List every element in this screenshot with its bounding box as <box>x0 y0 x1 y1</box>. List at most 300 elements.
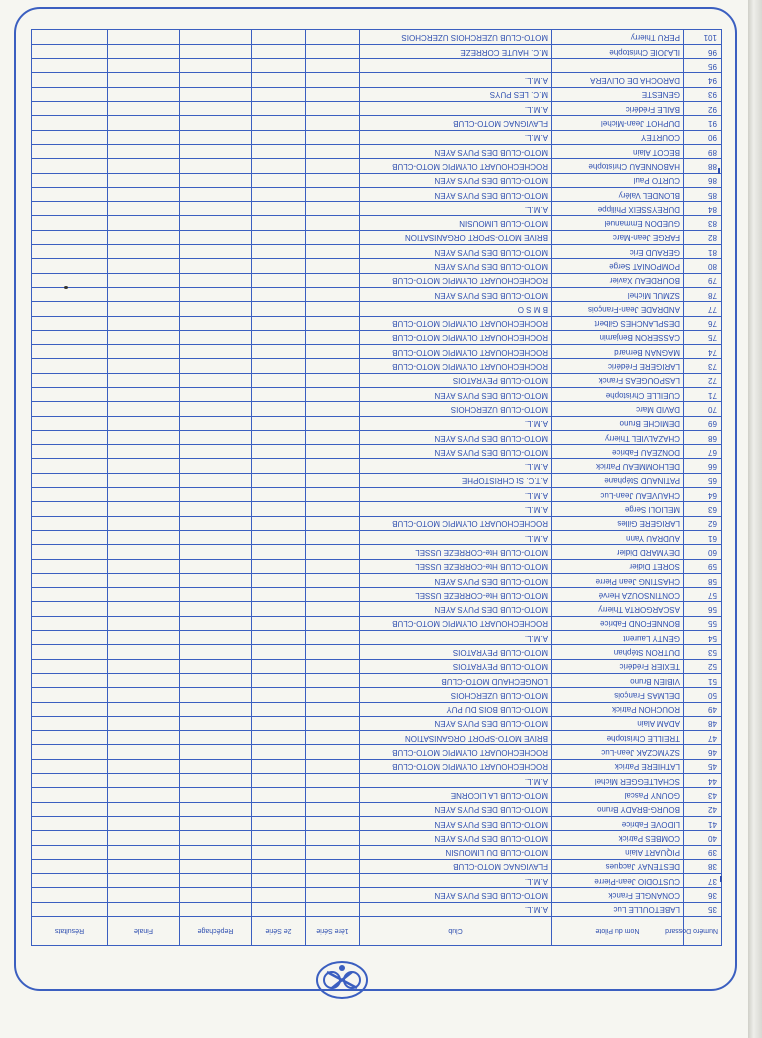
finale-cell <box>108 202 180 216</box>
serie-1-cell <box>306 245 360 259</box>
serie-2-cell <box>252 445 306 459</box>
resultats-cell <box>32 273 108 287</box>
resultats-cell <box>32 159 108 173</box>
club-cell: ROCHECHOUART OLYMPIC MOTO-CLUB <box>360 759 552 773</box>
resultats-cell <box>32 44 108 58</box>
club-cell: MOTO-CLUB PEYRATOIS <box>360 645 552 659</box>
table-row <box>32 631 722 645</box>
dossard-cell: 82 <box>684 230 722 244</box>
table-row <box>32 545 722 559</box>
repechage-cell <box>180 616 252 630</box>
dossard-cell: 92 <box>684 102 722 116</box>
pilote-cell: ADAM Alain <box>552 716 684 730</box>
pilote-cell: GENESTE <box>552 87 684 101</box>
table-row <box>32 573 722 587</box>
serie-2-cell <box>252 245 306 259</box>
pilote-cell: GENTY Laurent <box>552 631 684 645</box>
pilote-cell: DAROCHA DE OLIVERA <box>552 73 684 87</box>
club-cell: A.M.L. <box>360 774 552 788</box>
club-logo-icon <box>315 960 369 1000</box>
serie-2-cell <box>252 716 306 730</box>
club-cell: MOTO-CLUB DES PUYS AYEN <box>360 602 552 616</box>
table-row <box>32 874 722 888</box>
table-row <box>32 459 722 473</box>
serie-1-cell <box>306 530 360 544</box>
table-row <box>32 659 722 673</box>
resultats-cell <box>32 302 108 316</box>
serie-2-cell <box>252 688 306 702</box>
serie-1-cell <box>306 302 360 316</box>
club-cell: MOTO-CLUB DES PUYS AYEN <box>360 144 552 158</box>
table-row <box>32 688 722 702</box>
dossard-cell: 74 <box>684 345 722 359</box>
finale-cell <box>108 888 180 902</box>
table-row <box>32 245 722 259</box>
finale-cell <box>108 302 180 316</box>
dossard-cell: 53 <box>684 645 722 659</box>
club-cell: M.C. LES PUYS <box>360 87 552 101</box>
repechage-cell <box>180 745 252 759</box>
pilote-cell: BLONDEL Valéry <box>552 187 684 201</box>
serie-2-cell <box>252 116 306 130</box>
pilote-cell: LARIGERE Gilles <box>552 516 684 530</box>
club-cell: ROCHECHOUART OLYMPIC MOTO-CLUB <box>360 745 552 759</box>
dossard-cell: 80 <box>684 259 722 273</box>
table-row <box>32 402 722 416</box>
finale-cell <box>108 902 180 916</box>
table-row <box>32 159 722 173</box>
serie-2-cell <box>252 902 306 916</box>
repechage-cell <box>180 788 252 802</box>
repechage-cell <box>180 402 252 416</box>
dossard-cell: 79 <box>684 273 722 287</box>
table-row <box>32 616 722 630</box>
resultats-cell <box>32 30 108 45</box>
repechage-cell <box>180 831 252 845</box>
serie-1-cell <box>306 273 360 287</box>
repechage-cell <box>180 473 252 487</box>
repechage-cell <box>180 573 252 587</box>
table-row <box>32 731 722 745</box>
serie-2-cell <box>252 888 306 902</box>
pilote-cell: ASCARGORTA Thierry <box>552 602 684 616</box>
dossard-cell: 101 <box>684 30 722 45</box>
finale-cell <box>108 159 180 173</box>
club-cell: A.M.L. <box>360 874 552 888</box>
repechage-cell <box>180 702 252 716</box>
pilote-cell: SZMUL Michel <box>552 287 684 301</box>
next-page-edge <box>748 0 762 1038</box>
dossard-cell: 46 <box>684 745 722 759</box>
serie-1-cell <box>306 616 360 630</box>
table-row <box>32 302 722 316</box>
dossard-cell: 61 <box>684 530 722 544</box>
pilote-cell: LABETOULLE Luc <box>552 902 684 916</box>
resultats-cell <box>32 402 108 416</box>
serie-2-cell <box>252 388 306 402</box>
club-cell: ROCHECHOUART OLYMPIC MOTO-CLUB <box>360 159 552 173</box>
repechage-cell <box>180 631 252 645</box>
serie-1-cell <box>306 545 360 559</box>
serie-2-cell <box>252 516 306 530</box>
serie-2-cell <box>252 230 306 244</box>
club-cell: MOTO-CLUB DES PUYS AYEN <box>360 173 552 187</box>
dossard-cell: 56 <box>684 602 722 616</box>
repechage-cell <box>180 102 252 116</box>
resultats-cell <box>32 702 108 716</box>
pilote-cell: LASPOUGEAS Franck <box>552 373 684 387</box>
finale-cell <box>108 631 180 645</box>
resultats-cell <box>32 430 108 444</box>
table-row <box>32 116 722 130</box>
serie-2-cell <box>252 530 306 544</box>
serie-2-cell <box>252 173 306 187</box>
resultats-cell <box>32 130 108 144</box>
club-cell: MOTO-CLUB DES PUYS AYEN <box>360 716 552 730</box>
header-finale: Finale <box>108 917 180 946</box>
resultats-cell <box>32 416 108 430</box>
serie-2-cell <box>252 702 306 716</box>
header-club: Club <box>360 917 552 946</box>
table-row <box>32 559 722 573</box>
repechage-cell <box>180 731 252 745</box>
resultats-cell <box>32 573 108 587</box>
margin-mark <box>720 876 722 882</box>
header-resultats: Résultats <box>32 917 108 946</box>
serie-1-cell <box>306 402 360 416</box>
resultats-cell <box>32 888 108 902</box>
table-row <box>32 187 722 201</box>
serie-2-cell <box>252 416 306 430</box>
serie-1-cell <box>306 473 360 487</box>
dossard-cell: 60 <box>684 545 722 559</box>
pilote-cell: GERAUD Eric <box>552 245 684 259</box>
margin-mark <box>718 168 720 174</box>
serie-1-cell <box>306 144 360 158</box>
dossard-cell: 39 <box>684 845 722 859</box>
serie-2-cell <box>252 631 306 645</box>
resultats-cell <box>32 373 108 387</box>
resultats-cell <box>32 731 108 745</box>
table-row <box>32 902 722 916</box>
club-cell <box>360 59 552 73</box>
finale-cell <box>108 273 180 287</box>
finale-cell <box>108 430 180 444</box>
serie-1-cell <box>306 859 360 873</box>
finale-cell <box>108 616 180 630</box>
finale-cell <box>108 330 180 344</box>
repechage-cell <box>180 559 252 573</box>
serie-2-cell <box>252 845 306 859</box>
serie-1-cell <box>306 874 360 888</box>
table-row <box>32 316 722 330</box>
serie-1-cell <box>306 416 360 430</box>
dossard-cell: 76 <box>684 316 722 330</box>
club-cell: A.M.L. <box>360 459 552 473</box>
resultats-cell <box>32 116 108 130</box>
dossard-cell: 62 <box>684 516 722 530</box>
pilote-cell: LIDOVE Fabrice <box>552 816 684 830</box>
serie-2-cell <box>252 144 306 158</box>
repechage-cell <box>180 602 252 616</box>
club-cell: MOTO-CLUB BOIS DU PUY <box>360 702 552 716</box>
pilote-cell: PATINAUD Stéphane <box>552 473 684 487</box>
finale-cell <box>108 445 180 459</box>
serie-1-cell <box>306 87 360 101</box>
dossard-cell: 37 <box>684 874 722 888</box>
club-cell: MOTO-CLUB DES PUYS AYEN <box>360 888 552 902</box>
serie-1-cell <box>306 316 360 330</box>
repechage-cell <box>180 673 252 687</box>
pilote-cell: DEMICHE Bruno <box>552 416 684 430</box>
pilote-cell <box>552 59 684 73</box>
finale-cell <box>108 802 180 816</box>
pilote-cell: ROUCHON Patrick <box>552 702 684 716</box>
table-row <box>32 259 722 273</box>
serie-2-cell <box>252 545 306 559</box>
serie-1-cell <box>306 502 360 516</box>
finale-cell <box>108 530 180 544</box>
pilote-cell: POMPONIAT Serge <box>552 259 684 273</box>
repechage-cell <box>180 516 252 530</box>
club-cell: MOTO-CLUB UZERCHOIS <box>360 688 552 702</box>
entry-table <box>31 29 722 946</box>
table-row <box>32 30 722 45</box>
repechage-cell <box>180 659 252 673</box>
pilote-cell: CONTINSOUZA Hervé <box>552 588 684 602</box>
pilote-cell: DEYMARD Didier <box>552 545 684 559</box>
pilote-cell: CURTO Paul <box>552 173 684 187</box>
serie-2-cell <box>252 502 306 516</box>
header-pilote: Nom du Pilote <box>552 917 684 946</box>
dossard-cell: 47 <box>684 731 722 745</box>
finale-cell <box>108 345 180 359</box>
resultats-cell <box>32 187 108 201</box>
header-row <box>32 917 722 946</box>
pilote-cell: ILAJOIE Christophe <box>552 44 684 58</box>
resultats-cell <box>32 774 108 788</box>
repechage-cell <box>180 888 252 902</box>
serie-2-cell <box>252 745 306 759</box>
serie-1-cell <box>306 688 360 702</box>
dossard-cell: 52 <box>684 659 722 673</box>
serie-2-cell <box>252 788 306 802</box>
finale-cell <box>108 488 180 502</box>
resultats-cell <box>32 802 108 816</box>
dossard-cell: 41 <box>684 816 722 830</box>
serie-2-cell <box>252 430 306 444</box>
club-cell: A.M.L. <box>360 902 552 916</box>
resultats-cell <box>32 759 108 773</box>
table-row <box>32 130 722 144</box>
resultats-cell <box>32 345 108 359</box>
club-cell: MOTO-CLUB PEYRATOIS <box>360 373 552 387</box>
resultats-cell <box>32 516 108 530</box>
pilote-cell: BAILE Frédéric <box>552 102 684 116</box>
dossard-cell: 71 <box>684 388 722 402</box>
pilote-cell: VIBIEN Bruno <box>552 673 684 687</box>
serie-2-cell <box>252 573 306 587</box>
club-cell: MOTO-CLUB DES PUYS AYEN <box>360 287 552 301</box>
dossard-cell: 91 <box>684 116 722 130</box>
finale-cell <box>108 416 180 430</box>
finale-cell <box>108 659 180 673</box>
repechage-cell <box>180 330 252 344</box>
dossard-cell: 48 <box>684 716 722 730</box>
resultats-cell <box>32 788 108 802</box>
pilote-cell: CUEILLE Christophe <box>552 388 684 402</box>
dossard-cell: 35 <box>684 902 722 916</box>
club-cell: ROCHECHOUART OLYMPIC MOTO-CLUB <box>360 345 552 359</box>
pilote-cell: COMBES Patrick <box>552 831 684 845</box>
serie-1-cell <box>306 30 360 45</box>
repechage-cell <box>180 430 252 444</box>
dossard-cell: 73 <box>684 359 722 373</box>
repechage-cell <box>180 359 252 373</box>
resultats-cell <box>32 316 108 330</box>
table-row <box>32 345 722 359</box>
pilote-cell: CHAZALVIEL Thierry <box>552 430 684 444</box>
finale-cell <box>108 173 180 187</box>
dust-mark <box>64 286 68 289</box>
dossard-cell: 63 <box>684 502 722 516</box>
dossard-cell: 93 <box>684 87 722 101</box>
finale-cell <box>108 116 180 130</box>
repechage-cell <box>180 645 252 659</box>
serie-2-cell <box>252 831 306 845</box>
club-cell: A.M.L. <box>360 416 552 430</box>
club-cell: MOTO-CLUB UZERCHOIS UZERCHOIS <box>360 30 552 45</box>
serie-2-cell <box>252 659 306 673</box>
repechage-cell <box>180 230 252 244</box>
table-row <box>32 359 722 373</box>
serie-1-cell <box>306 130 360 144</box>
repechage-cell <box>180 202 252 216</box>
serie-1-cell <box>306 573 360 587</box>
pilote-cell: DELMAS François <box>552 688 684 702</box>
resultats-cell <box>32 245 108 259</box>
resultats-cell <box>32 874 108 888</box>
pilote-cell: CHAUVEAU Jean-Luc <box>552 488 684 502</box>
club-cell: ROCHECHOUART OLYMPIC MOTO-CLUB <box>360 330 552 344</box>
pilote-cell: PIQUART Alain <box>552 845 684 859</box>
dossard-cell: 42 <box>684 802 722 816</box>
table-row <box>32 388 722 402</box>
finale-cell <box>108 73 180 87</box>
repechage-cell <box>180 845 252 859</box>
club-cell: ROCHECHOUART OLYMPIC MOTO-CLUB <box>360 616 552 630</box>
finale-cell <box>108 144 180 158</box>
finale-cell <box>108 316 180 330</box>
finale-cell <box>108 688 180 702</box>
finale-cell <box>108 731 180 745</box>
club-cell: MOTO-CLUB DES PUYS AYEN <box>360 816 552 830</box>
pilote-cell: CUSTODIO Jean-Pierre <box>552 874 684 888</box>
table-row <box>32 816 722 830</box>
club-cell: MOTO-CLUB Hte-CORREZE USSEL <box>360 559 552 573</box>
table-row <box>32 774 722 788</box>
club-cell: ROCHECHOUART OLYMPIC MOTO-CLUB <box>360 359 552 373</box>
dossard-cell: 67 <box>684 445 722 459</box>
dossard-cell: 70 <box>684 402 722 416</box>
pilote-cell: BONNEFOND Fabrice <box>552 616 684 630</box>
serie-2-cell <box>252 316 306 330</box>
pilote-cell: BOURG-BRADY Bruno <box>552 802 684 816</box>
repechage-cell <box>180 187 252 201</box>
finale-cell <box>108 30 180 45</box>
serie-2-cell <box>252 859 306 873</box>
dossard-cell: 84 <box>684 202 722 216</box>
serie-2-cell <box>252 287 306 301</box>
resultats-cell <box>32 631 108 645</box>
serie-2-cell <box>252 159 306 173</box>
dossard-cell: 85 <box>684 187 722 201</box>
pilote-cell: CASSERON Benjamin <box>552 330 684 344</box>
table-row <box>32 802 722 816</box>
resultats-cell <box>32 202 108 216</box>
dossard-cell: 65 <box>684 473 722 487</box>
table-row <box>32 102 722 116</box>
finale-cell <box>108 87 180 101</box>
resultats-cell <box>32 559 108 573</box>
repechage-cell <box>180 116 252 130</box>
table-row <box>32 831 722 845</box>
repechage-cell <box>180 44 252 58</box>
pilote-cell: DESPLANCHES Gilbert <box>552 316 684 330</box>
resultats-cell <box>32 616 108 630</box>
finale-cell <box>108 673 180 687</box>
club-cell: MOTO-CLUB DES PUYS AYEN <box>360 187 552 201</box>
serie-2-cell <box>252 73 306 87</box>
dossard-cell: 78 <box>684 287 722 301</box>
club-cell: MOTO-CLUB DES PUYS AYEN <box>360 430 552 444</box>
club-cell: MOTO-CLUB UZERCHOIS <box>360 402 552 416</box>
resultats-cell <box>32 73 108 87</box>
repechage-cell <box>180 445 252 459</box>
repechage-cell <box>180 388 252 402</box>
dossard-cell: 64 <box>684 488 722 502</box>
repechage-cell <box>180 30 252 45</box>
dossard-cell: 36 <box>684 888 722 902</box>
serie-2-cell <box>252 130 306 144</box>
table-row <box>32 716 722 730</box>
serie-2-cell <box>252 488 306 502</box>
serie-1-cell <box>306 159 360 173</box>
resultats-cell <box>32 659 108 673</box>
repechage-cell <box>180 73 252 87</box>
pilote-cell: BOURDEAU Xavier <box>552 273 684 287</box>
serie-2-cell <box>252 87 306 101</box>
pilote-cell: FARGE Jean-Marc <box>552 230 684 244</box>
repechage-cell <box>180 345 252 359</box>
serie-1-cell <box>306 59 360 73</box>
table-row <box>32 330 722 344</box>
serie-2-cell <box>252 588 306 602</box>
serie-1-cell <box>306 516 360 530</box>
finale-cell <box>108 602 180 616</box>
club-cell: MOTO-CLUB LIMOUSIN <box>360 216 552 230</box>
finale-cell <box>108 702 180 716</box>
finale-cell <box>108 545 180 559</box>
serie-1-cell <box>306 44 360 58</box>
finale-cell <box>108 187 180 201</box>
table-row <box>32 59 722 73</box>
serie-2-cell <box>252 102 306 116</box>
repechage-cell <box>180 716 252 730</box>
resultats-cell <box>32 902 108 916</box>
table-row <box>32 73 722 87</box>
dossard-cell: 77 <box>684 302 722 316</box>
